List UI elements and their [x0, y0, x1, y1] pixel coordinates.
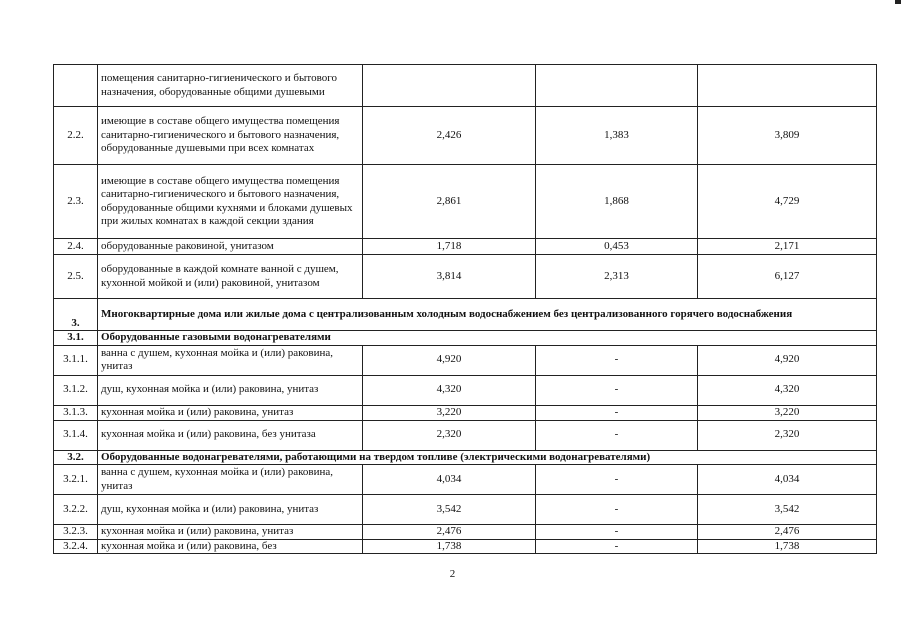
section-row: [54, 331, 877, 346]
value-cell-1: [363, 65, 536, 107]
row-number: 3.1.1.: [54, 345, 98, 375]
row-description: душ, кухонная мойка и (или) раковина, унитаз: [98, 495, 363, 525]
value-cell-2: -: [536, 405, 698, 420]
row-description: кухонная мойка и (или) раковина, унитаз: [98, 405, 363, 420]
value-cell-2: 0,453: [536, 239, 698, 255]
value-cell-3: [698, 65, 877, 107]
value-cell-1: 1,738: [363, 539, 536, 554]
value-cell-3: 4,920: [698, 345, 877, 375]
value-cell-2: -: [536, 375, 698, 405]
row-description: ванна с душем, кухонная мойка и (или) раковина, унитаз: [98, 345, 363, 375]
page-number: 2: [449, 568, 456, 580]
row-description: кухонная мойка и (или) раковина, без: [98, 539, 363, 554]
row-description: ванна с душем, кухонная мойка и (или) раковина, унитаз: [98, 465, 363, 495]
value-cell-3: 4,320: [698, 375, 877, 405]
row-number: [54, 65, 98, 107]
value-cell-2: -: [536, 420, 698, 450]
row-number: 3.1.2.: [54, 375, 98, 405]
table-row: [54, 239, 877, 255]
value-cell-3: 2,476: [698, 525, 877, 540]
section-title: Оборудованные водонагревателями, работающими на твердом топливе (электрическими водонагревателями): [98, 450, 877, 465]
row-description: кухонная мойка и (или) раковина, без унитаза: [98, 420, 363, 450]
section-row: [54, 450, 877, 465]
value-cell-3: 2,320: [698, 420, 877, 450]
row-description: имеющие в составе общего имущества помещения санитарно-гигиенического и бытового назначения, оборудованные душевыми при всех комнатах: [98, 107, 363, 165]
row-description: оборудованные в каждой комнате ванной с душем, кухонной мойкой и (или) раковиной, унитазом: [98, 255, 363, 299]
row-number: 3.1.4.: [54, 420, 98, 450]
value-cell-1: 2,861: [363, 165, 536, 239]
row-description: имеющие в составе общего имущества помещения санитарно-гигиенического и бытового назначения, оборудованные общими кухнями и блоками душевых при жилых комнатах в каждой секции здания: [98, 165, 363, 239]
table-row: [54, 465, 877, 495]
row-number: 3.2.2.: [54, 495, 98, 525]
row-number: 2.4.: [54, 239, 98, 255]
value-cell-3: 3,220: [698, 405, 877, 420]
section-row: [54, 299, 877, 331]
value-cell-1: 4,034: [363, 465, 536, 495]
section-title: Многоквартирные дома или жилые дома с централизованным холодным водоснабжением без централизованного горячего водоснабжения: [98, 299, 877, 331]
row-description: помещения санитарно-гигиенического и бытового назначения, оборудованные общими душевыми: [98, 65, 363, 107]
value-cell-1: 3,220: [363, 405, 536, 420]
table-row: [54, 495, 877, 525]
row-description: кухонная мойка и (или) раковина, унитаз: [98, 525, 363, 540]
value-cell-1: 4,320: [363, 375, 536, 405]
value-cell-1: 2,426: [363, 107, 536, 165]
table-row: [54, 345, 877, 375]
table-row: [54, 405, 877, 420]
value-cell-2: -: [536, 345, 698, 375]
value-cell-2: -: [536, 539, 698, 554]
table-row: [54, 255, 877, 299]
section-number: 3.2.: [54, 450, 98, 465]
table-row: [54, 65, 877, 107]
value-cell-1: 3,542: [363, 495, 536, 525]
tariff-table: [53, 64, 877, 554]
scan-mark: [895, 0, 901, 4]
table-row: [54, 420, 877, 450]
value-cell-2: -: [536, 465, 698, 495]
value-cell-2: 1,868: [536, 165, 698, 239]
section-title: Оборудованные газовыми водонагревателями: [98, 331, 877, 346]
section-number: 3.1.: [54, 331, 98, 346]
row-number: 3.2.1.: [54, 465, 98, 495]
table-row: [54, 375, 877, 405]
row-number: 2.2.: [54, 107, 98, 165]
value-cell-1: 2,476: [363, 525, 536, 540]
value-cell-3: 6,127: [698, 255, 877, 299]
section-number: 3.: [54, 299, 98, 331]
row-number: 3.2.3.: [54, 525, 98, 540]
row-number: 3.1.3.: [54, 405, 98, 420]
row-number: 2.3.: [54, 165, 98, 239]
table-row: [54, 539, 877, 554]
row-number: 2.5.: [54, 255, 98, 299]
table-row: [54, 165, 877, 239]
value-cell-3: 4,729: [698, 165, 877, 239]
value-cell-3: 4,034: [698, 465, 877, 495]
value-cell-1: 4,920: [363, 345, 536, 375]
value-cell-2: [536, 65, 698, 107]
value-cell-1: 2,320: [363, 420, 536, 450]
value-cell-1: 3,814: [363, 255, 536, 299]
value-cell-2: -: [536, 525, 698, 540]
value-cell-2: 2,313: [536, 255, 698, 299]
row-description: душ, кухонная мойка и (или) раковина, унитаз: [98, 375, 363, 405]
value-cell-3: 1,738: [698, 539, 877, 554]
value-cell-3: 2,171: [698, 239, 877, 255]
value-cell-3: 3,809: [698, 107, 877, 165]
value-cell-2: 1,383: [536, 107, 698, 165]
value-cell-2: -: [536, 495, 698, 525]
value-cell-3: 3,542: [698, 495, 877, 525]
row-description: оборудованные раковиной, унитазом: [98, 239, 363, 255]
table-row: [54, 107, 877, 165]
table-row: [54, 525, 877, 540]
value-cell-1: 1,718: [363, 239, 536, 255]
row-number: 3.2.4.: [54, 539, 98, 554]
